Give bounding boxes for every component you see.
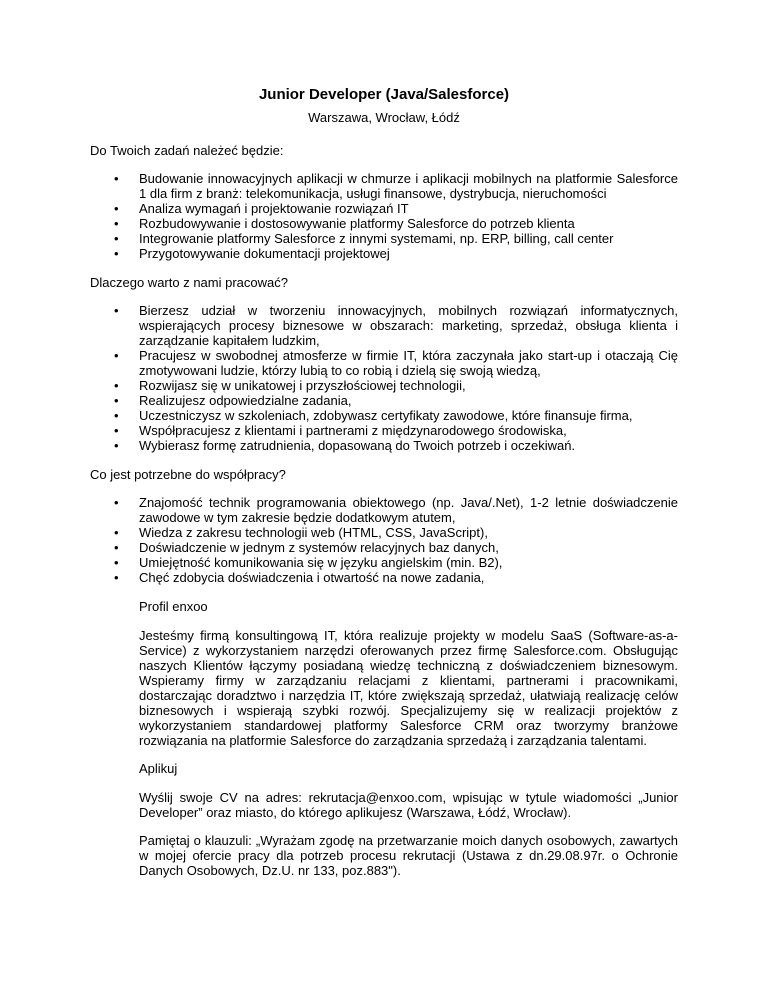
list-item: • Pracujesz w swobodnej atmosferze w firmie IT, która zaczynała jako start-up i otaczają Cię zmotywowani ludzie, którzy lubią to co robią i dzielą się swoją wiedzą,: [114, 348, 678, 378]
bullet-icon: •: [114, 246, 119, 261]
list-item: • Znajomość technik programowania obiektowego (np. Java/.Net), 1-2 letnie doświadczenie zawodowe w tym zakresie będzie dodatkowym atutem,: [114, 495, 678, 525]
list-item: • Analiza wymagań i projektowanie rozwiązań IT: [114, 201, 409, 216]
list-item: • Rozwijasz się w unikatowej i przyszłościowej technologii,: [114, 378, 466, 393]
list-item: • Budowanie innowacyjnych aplikacji w chmurze i aplikacji mobilnych na platformie Salesforce 1 dla firm z branż: telekomunikacja, usługi finansowe, dystrybucja, nieruchomości: [114, 171, 678, 201]
company-section: [90, 599, 678, 878]
duties-heading: Do Twoich zadań należeć będzie:: [90, 143, 284, 158]
list-item: • Rozbudowywanie i dostosowywanie platformy Salesforce do potrzeb klienta: [114, 216, 575, 231]
list-item: • Integrowanie platformy Salesforce z innymi systemami, np. ERP, billing, call center: [114, 231, 614, 246]
why-list: [90, 303, 678, 453]
bullet-icon: •: [114, 393, 119, 408]
list-item: • Przygotowywanie dokumentacji projektowej: [114, 246, 390, 261]
list-item: • Wybierasz formę zatrudnienia, dopasowaną do Twoich potrzeb i oczekiwań.: [114, 438, 576, 453]
bullet-icon: •: [114, 378, 119, 393]
apply-heading: Aplikuj: [139, 761, 178, 776]
consent-clause: Pamiętaj o klauzuli: „Wyrażam zgodę na przetwarzanie moich danych osobowych, zawartych w mojej ofercie pracy dla potrzeb procesu rekrutacji (Ustawa z dn.29.08.97r. o Ochronie Danych Osobowych, Dz.U. nr 133, poz.883").: [139, 833, 678, 878]
requirements-list: [90, 495, 678, 585]
job-locations: Warszawa, Wrocław, Łódź: [308, 110, 460, 125]
bullet-icon: •: [114, 408, 119, 423]
profile-heading: Profil enxoo: [139, 599, 208, 614]
requirements-heading: Co jest potrzebne do współpracy?: [90, 467, 286, 482]
bullet-icon: •: [114, 303, 119, 318]
profile-text: Jesteśmy firmą konsultingową IT, która realizuje projekty w modelu SaaS (Software-as-a-Service) z wykorzystaniem narzędzi oferowanych przez firmę Salesforce.com. Obsługując naszych Klientów łączymy posiadaną wiedzę techniczną z doświadczeniem biznesowym. Wspieramy firmy w zarządzaniu relacjami z klientami, partnerami i pracownikami, dostarczając doradztwo i narzędzia IT, które zwiększają sprzedaż, ułatwiają realizację celów biznesowych i wspierają szybki rozwój. Specjalizujemy się w realizacji projektów z wykorzystaniem standardowej platformy Salesforce CRM oraz tworzymy branżowe rozwiązania na platformie Salesforce do zarządzania sprzedażą i zarządzania talentami.: [139, 628, 678, 748]
bullet-icon: •: [114, 216, 119, 231]
list-item: • Uczestniczysz w szkoleniach, zdobywasz certyfikaty zawodowe, które finansuje firma,: [114, 408, 633, 423]
bullet-icon: •: [114, 231, 119, 246]
bullet-icon: •: [114, 348, 119, 363]
bullet-icon: •: [114, 171, 119, 186]
bullet-icon: •: [114, 555, 119, 570]
list-item: • Realizujesz odpowiedzialne zadania,: [114, 393, 352, 408]
apply-text: Wyślij swoje CV na adres: rekrutacja@enxoo.com, wpisując w tytule wiadomości „Junior Developer” oraz miasto, do którego aplikujesz (Warszawa, Łódź, Wrocław).: [139, 790, 678, 820]
bullet-icon: •: [114, 540, 119, 555]
duties-list: [90, 171, 678, 261]
page-title: Junior Developer (Java/Salesforce): [258, 86, 510, 103]
bullet-icon: •: [114, 201, 119, 216]
list-item: • Umiejętność komunikowania się w języku angielskim (min. B2),: [114, 555, 503, 570]
bullet-icon: •: [114, 525, 119, 540]
bullet-icon: •: [114, 495, 119, 510]
list-item: • Wiedza z zakresu technologii web (HTML, CSS, JavaScript),: [114, 525, 488, 540]
why-heading: Dlaczego warto z nami pracować?: [90, 275, 288, 290]
list-item: • Bierzesz udział w tworzeniu innowacyjnych, mobilnych rozwiązań informatycznych, wspierających procesy biznesowe w obszarach: marketing, sprzedaż, obsługa klienta i zarządzanie kapitałem ludzkim,: [114, 303, 678, 348]
bullet-icon: •: [114, 423, 119, 438]
bullet-icon: •: [114, 570, 119, 585]
list-item: • Chęć zdobycia doświadczenia i otwartość na nowe zadania,: [114, 570, 485, 585]
list-item: • Doświadczenie w jednym z systemów relacyjnych baz danych,: [114, 540, 499, 555]
list-item: • Współpracujesz z klientami i partnerami z międzynarodowego środowiska,: [114, 423, 567, 438]
bullet-icon: •: [114, 438, 119, 453]
document-body: [90, 143, 678, 891]
